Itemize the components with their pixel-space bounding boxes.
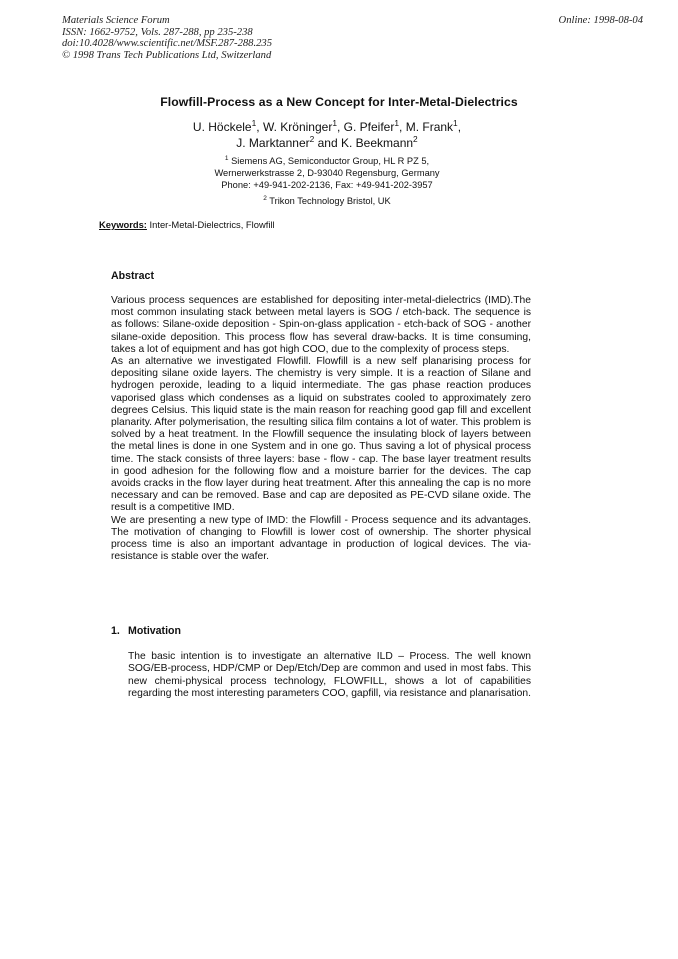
affiliation-1-line-1 xyxy=(0,155,654,167)
author-name: U. Höckele xyxy=(192,120,252,134)
affiliation-1 xyxy=(0,155,654,191)
author-list xyxy=(0,119,654,151)
author-sup: 1 xyxy=(453,118,458,128)
affiliation-sup: 1 xyxy=(224,154,229,162)
keywords-line xyxy=(99,219,275,230)
author-sep: , xyxy=(399,120,406,134)
affiliation-text: Siemens AG, Semiconductor Group, HL R PZ 5, xyxy=(231,156,430,166)
keywords-text: Inter-Metal-Dielectrics, Flowfill xyxy=(146,219,275,230)
abstract-body xyxy=(111,295,531,563)
author-sep: , xyxy=(256,120,263,134)
motivation-body xyxy=(128,651,531,701)
affiliation-sup: 2 xyxy=(263,194,267,202)
motivation-paragraph-1: The basic intention is to investigate an alternative ILD – Process. The well known SOG/EB-process, HDP/CMP or Dep/Etch/Dep are common and used in most fabs. This new chemi-physical process technology, FLOWFILL, shows a lot of capabilities regarding the most interesting parameters COO, gapfill, via resistance and planarisation. xyxy=(128,651,531,700)
author-sup: 1 xyxy=(251,118,257,128)
abstract-paragraph-3: We are presenting a new type of IMD: the Flowfill - Process sequence and its advantages. The motivation of changing to Flowfill is lower cost of ownership. The shorter physical process time is also an important advantage in production of logical devices. The via-resistance is stable over the wafer. xyxy=(111,514,531,563)
doi-link[interactable]: doi:10.4028/www.scientific.net/MSF.287-288.235 xyxy=(62,38,272,50)
author-sup: 2 xyxy=(309,134,315,144)
affiliation-text: Trikon Technology Bristol, UK xyxy=(269,196,391,206)
abstract-paragraph-2: As an alternative we investigated Flowfill. Flowfill is a new self planarising process for depositing silane oxide layers. The chemistry is very simple. It is a reaction of Silane and hydrogen peroxide, leading to a liquid intermediate. The gas phase reaction produces vaporised glass which condenses as a liquid on substrates cooled to approximately zero degrees Celsius. This liquid state is the main reason for reaching good gap fill and excellent planarity. After polymerisation, the resulting silica film contains a lot of water. This problem is solved by a heat treatment. In the Flowfill sequence the insulating block of layers between the metal lines is done in one System and in one go. Thus saving a lot of physical process time. The stack consists of three layers: base - flow - cap. The base layer treatment results in good adhesion for the following flow and a moisture barrier for the devices. The cap avoids cracks in the flow layer during heat treatment. After this annealing the cap is no more necessary and can be removed. Base and cap are deposited as PE-CVD silane oxide. The result is a competitive IMD. xyxy=(111,356,531,514)
author-sep: , xyxy=(457,120,462,134)
online-date: Online: 1998-08-04 xyxy=(558,15,643,26)
abstract-heading: Abstract xyxy=(111,270,154,282)
author-sep: , xyxy=(337,120,344,134)
affiliation-1-line-2: Wernerwerkstrasse 2, D-93040 Regensburg, Germany xyxy=(214,168,440,178)
abstract-paragraph-1: Various process sequences are established for depositing inter-metal-dielectrics (IMD).The most common insulating stack between metal layers is SOG / etch-back. The sequence is as follows: Silane-oxide deposition - Spin-on-glass application - etch-back of SOG - another silane-oxide deposition. This process flow has several draw-backs. It is time consuming, takes a lot of equipment and has got high COO, due to the complexity of process steps. xyxy=(111,295,531,355)
copyright-line: © 1998 Trans Tech Publications Ltd, Switzerland xyxy=(62,49,272,61)
author-sup: 2 xyxy=(413,134,418,144)
author-name: M. Frank xyxy=(405,120,454,134)
journal-name: Materials Science Forum xyxy=(62,15,170,26)
author-name: K. Beekmann xyxy=(341,136,414,150)
author-sep: and xyxy=(314,136,341,150)
author-name: W. Kröninger xyxy=(262,120,333,134)
author-sup: 1 xyxy=(394,118,400,128)
author-sup: 1 xyxy=(332,118,337,128)
keywords-label: Keywords: xyxy=(99,219,147,230)
issn-line: ISSN: 1662-9752, Vols. 287-288, pp 235-238 xyxy=(62,26,253,38)
motivation-heading xyxy=(111,625,181,637)
affiliation-1-line-3: Phone: +49-941-202-2136, Fax: +49-941-202-3957 xyxy=(221,180,433,190)
section-number: 1. xyxy=(111,625,120,637)
author-name: J. Marktanner xyxy=(236,136,310,150)
journal-header xyxy=(62,15,272,61)
section-title: Motivation xyxy=(128,625,181,637)
paper-title: Flowfill-Process as a New Concept for Inter-Metal-Dielectrics xyxy=(160,95,518,109)
author-line-1 xyxy=(0,119,654,135)
author-line-2 xyxy=(0,135,654,151)
author-name: G. Pfeifer xyxy=(343,120,395,134)
affiliation-2 xyxy=(0,195,654,207)
